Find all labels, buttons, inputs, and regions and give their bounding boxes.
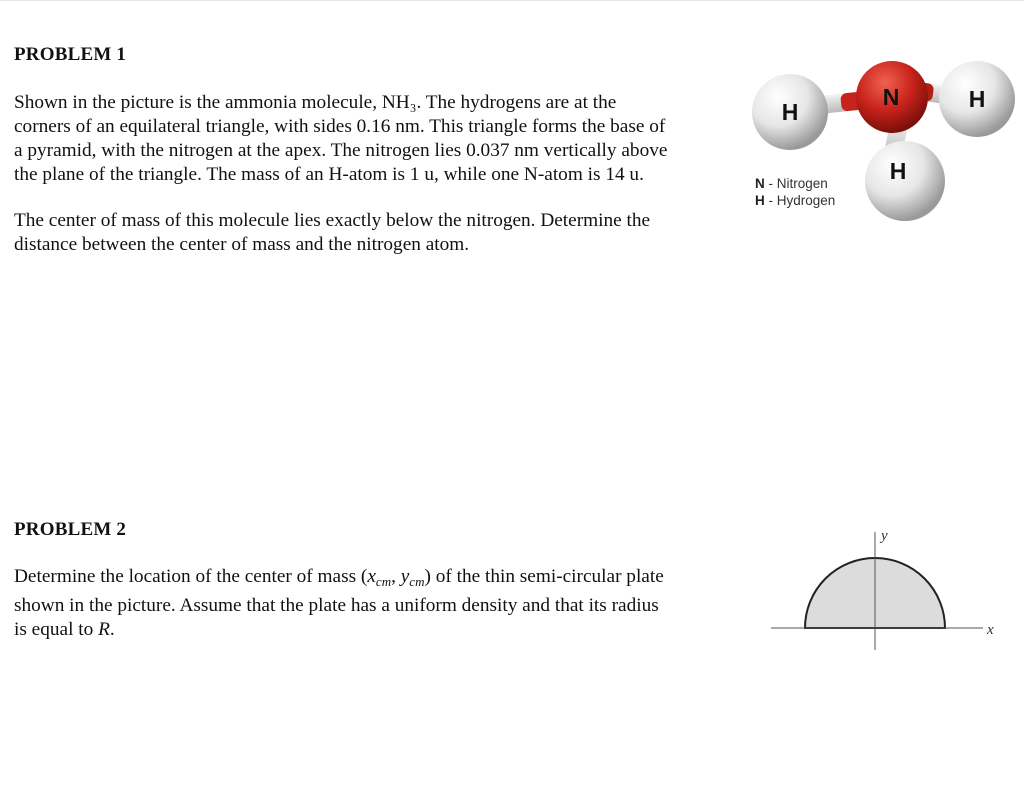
nitrogen-atom (856, 61, 928, 133)
problem-1-question-line: The center of mass of this molecule lies exactly below the nitrogen. Determine the (14, 210, 651, 231)
problem-1-question-line: distance between the center of mass and the nitrogen atom. (14, 234, 470, 255)
semicircle-plate-figure (765, 520, 1005, 660)
problem-1-text (14, 91, 734, 187)
svg-text:H: H (889, 158, 907, 184)
problem-1-heading: PROBLEM 1 (14, 44, 127, 65)
molecule-legend (755, 175, 835, 209)
problem-1-line: the plane of the triangle. The mass of an H-atom is 1 u, while one N-atom is 14 u. (14, 164, 644, 185)
svg-text:N: N (882, 84, 900, 110)
hydrogen-atom-left (752, 74, 828, 150)
legend-item-nitrogen: N - Nitrogen (755, 176, 828, 191)
y-axis-label: y (881, 528, 888, 544)
problem-1-line: Shown in the picture is the ammonia molecule, NH₃. The hydrogens are at the (14, 92, 617, 113)
problem-2-text (14, 565, 754, 642)
problem-1-line: corners of an equilateral triangle, with sides 0.16 nm. This triangle forms the base of (14, 116, 666, 137)
svg-text:H: H (781, 99, 799, 125)
legend-item-hydrogen: H - Hydrogen (755, 193, 836, 208)
svg-text:H: H (968, 86, 986, 112)
x-cm-symbol: $x_{cm}$ (367, 566, 392, 589)
problem-1-line: a pyramid, with the nitrogen at the apex. The nitrogen lies 0.037 nm vertically above (14, 140, 668, 161)
problem-1-question (14, 209, 734, 257)
y-cm-symbol: $y_{cm}$ (400, 566, 425, 589)
problem-2-line: is equal to R. (14, 619, 115, 640)
problem-2-line: Determine the location of the center of mass ($x_{cm}$, $y_{cm}$) of the thin semi-circular plate (14, 566, 664, 589)
problem-2-heading: PROBLEM 2 (14, 519, 127, 540)
x-axis-label: x (987, 622, 994, 638)
hydrogen-atom-right (939, 61, 1015, 137)
top-border (0, 0, 1024, 1)
problem-2-line: shown in the picture. Assume that the plate has a uniform density and that its radius (14, 595, 659, 616)
hydrogen-atom-bottom (865, 141, 945, 221)
